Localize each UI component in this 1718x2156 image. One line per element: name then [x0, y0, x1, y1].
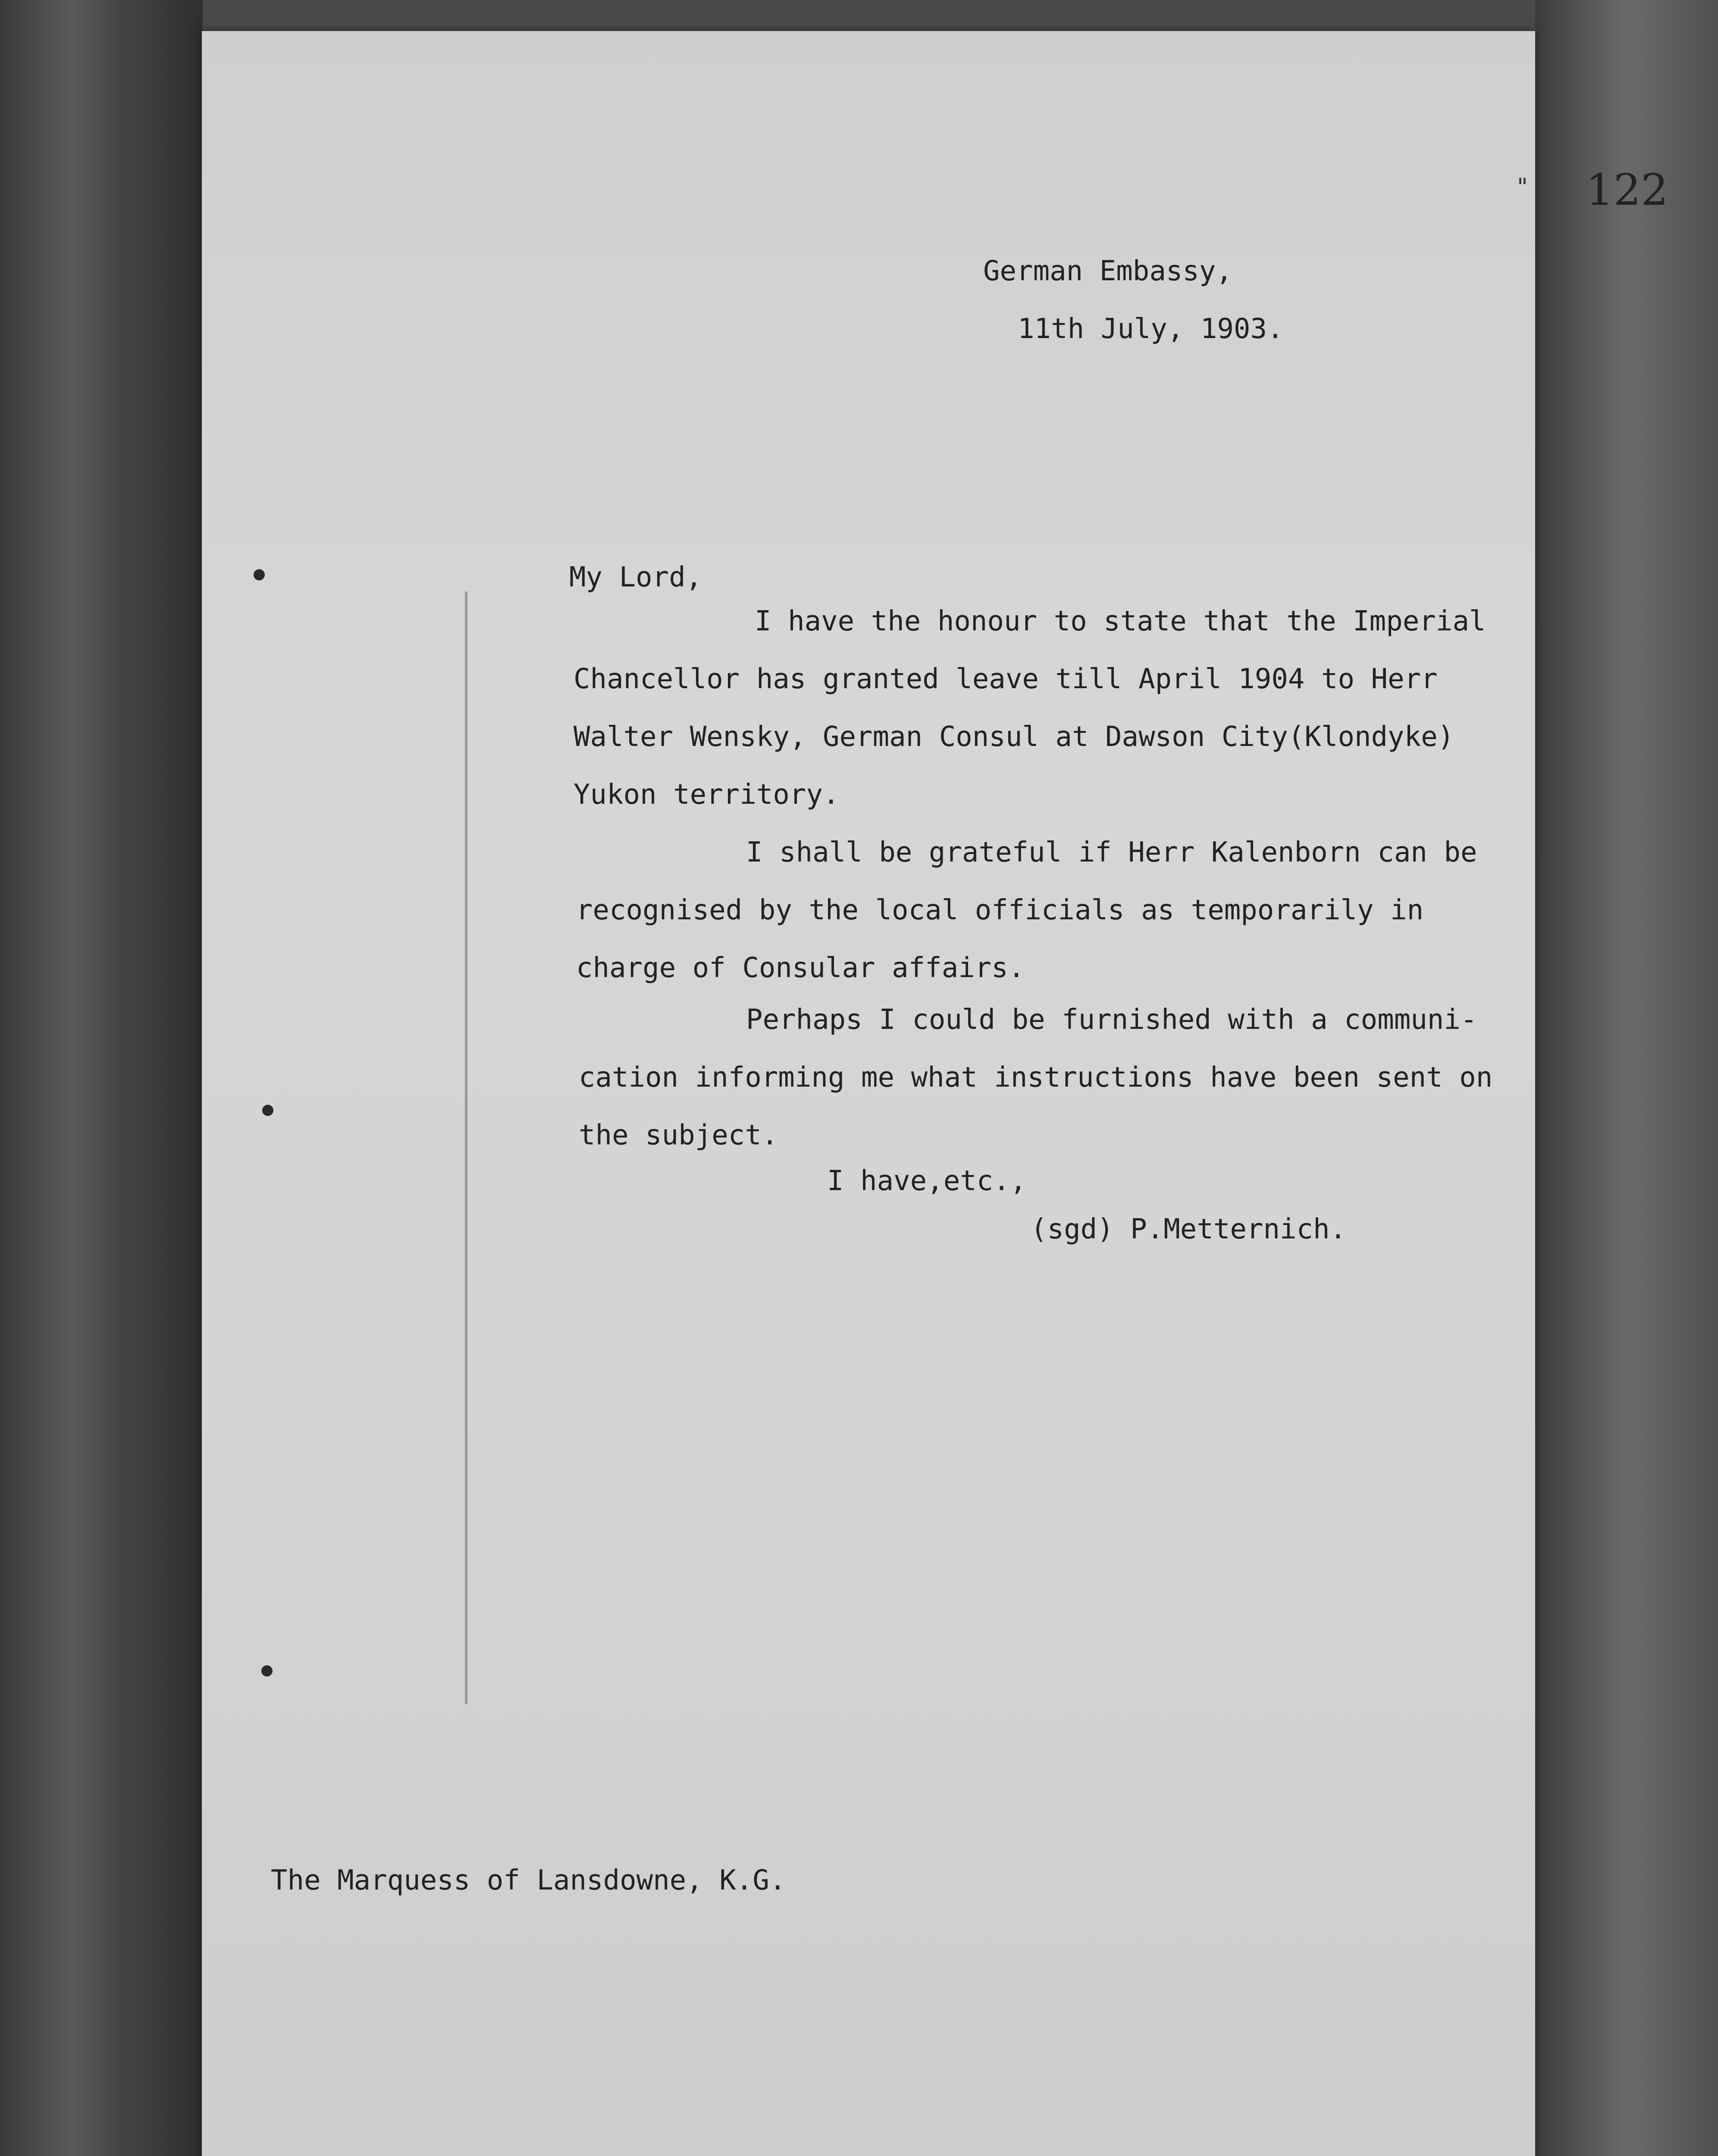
background-left: [0, 0, 203, 2156]
body-line: Walter Wensky, German Consul at Dawson City(Klondyke): [574, 721, 1455, 753]
salutation: My Lord,: [569, 561, 702, 593]
document-page: [202, 31, 1668, 2156]
addressee: The Marquess of Lansdowne, K.G.: [271, 1865, 786, 1896]
body-line: Yukon territory.: [574, 779, 840, 811]
margin-rule: [465, 592, 467, 1704]
body-line: the subject.: [579, 1119, 778, 1151]
body-line: Chancellor has granted leave till April 1904 to Herr: [574, 663, 1438, 695]
body-line: I shall be grateful if Herr Kalenborn can be: [746, 837, 1477, 868]
body-line: recognised by the local officials as temporarily in: [576, 894, 1424, 926]
page-mark: ": [1517, 173, 1528, 201]
signature: (sgd) P.Metternich.: [1031, 1213, 1347, 1245]
body-line: charge of Consular affairs.: [576, 952, 1025, 984]
page-number: 122: [1586, 165, 1668, 215]
date-line: 11th July, 1903.: [1018, 313, 1284, 345]
body-line: cation informing me what instructions have been sent on: [579, 1062, 1493, 1094]
punch-hole: [261, 1665, 273, 1677]
punch-hole: [254, 569, 265, 580]
sender-line: German Embassy,: [983, 255, 1232, 287]
body-line: Perhaps I could be furnished with a communi-: [746, 1004, 1477, 1036]
body-line: I have the honour to state that the Imperial: [755, 605, 1486, 637]
background-right: [1535, 0, 1718, 2156]
closing: I have,etc.,: [827, 1165, 1027, 1197]
punch-hole: [262, 1105, 273, 1116]
